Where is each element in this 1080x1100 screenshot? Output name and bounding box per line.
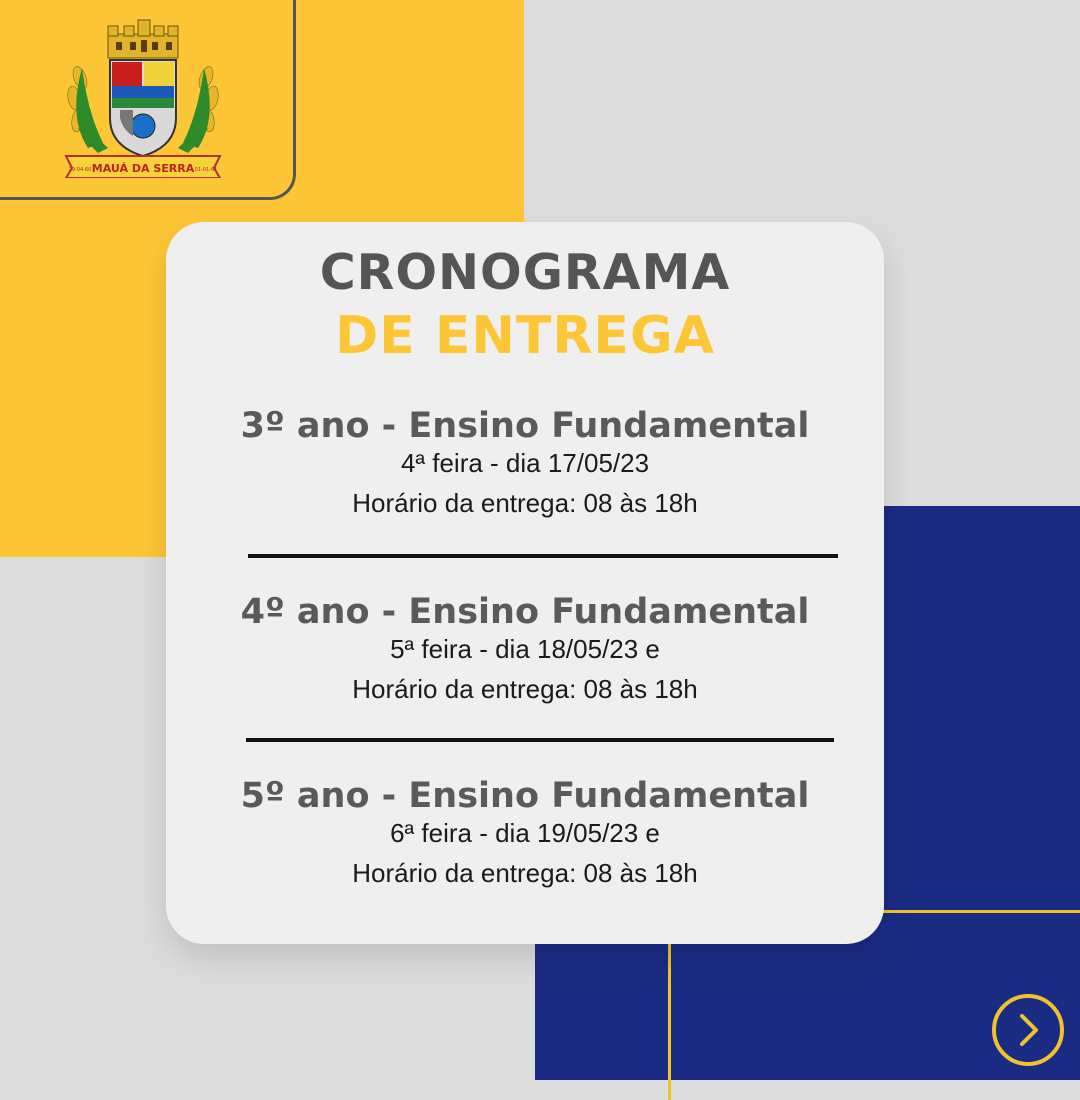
title-line-1: CRONOGRAMA (319, 244, 731, 301)
section-divider (248, 554, 838, 558)
logo-date-left: 29-04-60 (68, 167, 92, 173)
chevron-right-icon (996, 998, 1060, 1062)
logo-name: MAUÁ DA SERRA (91, 162, 195, 175)
section-day: 4ª feira - dia 17/05/23 (400, 448, 650, 478)
section-day: 5ª feira - dia 18/05/23 e (390, 634, 660, 664)
section-heading: 3º ano - Ensino Fundamental (240, 406, 810, 446)
section-divider (246, 738, 834, 742)
section-heading: 5º ano - Ensino Fundamental (240, 776, 810, 816)
logo-date-right: 01-01-61 (194, 167, 218, 173)
section-5th-grade (166, 776, 884, 890)
section-heading: 4º ano - Ensino Fundamental (240, 592, 810, 632)
section-day: 6ª feira - dia 19/05/23 e (390, 818, 660, 848)
section-time: Horário da entrega: 08 às 18h (352, 858, 698, 888)
section-time: Horário da entrega: 08 às 18h (352, 488, 698, 518)
coat-of-arms-logo (58, 18, 228, 178)
title-line-2: DE ENTREGA (335, 306, 715, 366)
section-3rd-grade (166, 406, 884, 520)
next-button[interactable] (992, 994, 1064, 1066)
section-4th-grade (166, 592, 884, 706)
section-time: Horário da entrega: 08 às 18h (352, 674, 698, 704)
schedule-card (166, 222, 884, 944)
